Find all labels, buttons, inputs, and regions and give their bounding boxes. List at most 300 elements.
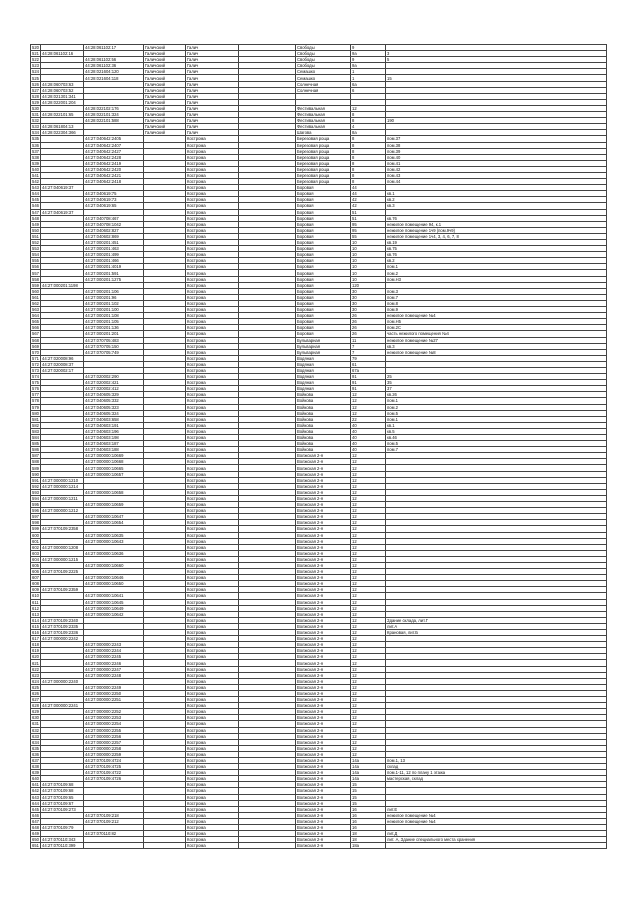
- city-cell: Кострома: [186, 398, 239, 404]
- parcel-cadastral-number-cell: 44:27:000000:1215: [41, 556, 84, 562]
- street-cell: Волжская 2-я: [296, 605, 351, 611]
- house-number-cell: 8: [351, 179, 386, 185]
- object-cadastral-number-cell: 44:27:000000:2248: [84, 672, 144, 678]
- street-cell: Волжская 2-я: [296, 776, 351, 782]
- house-number-cell: 18: [351, 837, 386, 843]
- house-number-cell: 44: [351, 191, 386, 197]
- row-number-cell: 612: [32, 605, 39, 611]
- street-cell: Волжская 2-я: [296, 502, 351, 508]
- street-cell: Боровая: [296, 319, 351, 325]
- street-cell: Волжская 2-я: [296, 721, 351, 727]
- row-number-cell: 523: [32, 63, 39, 69]
- city-cell: Кострома: [186, 782, 239, 788]
- object-cadastral-number-cell: 44:27:040642:2407: [84, 142, 144, 148]
- object-cadastral-number-cell: 44:27:040642:2418: [84, 179, 144, 185]
- object-cadastral-number-cell: 44:27:070705:749: [84, 349, 144, 355]
- house-number-cell: 14а: [351, 757, 386, 763]
- city-cell: Кострома: [186, 465, 239, 471]
- parcel-cadastral-number-cell: 44:27:040619:37: [41, 185, 84, 191]
- premises-note-cell: пом.43: [386, 172, 607, 178]
- city-cell: Кострома: [186, 843, 239, 849]
- object-cadastral-number-cell: 44:27:000000:10635: [84, 532, 144, 538]
- city-cell: Галич: [186, 118, 239, 124]
- city-cell: Кострома: [186, 672, 239, 678]
- street-cell: Боровая: [296, 307, 351, 313]
- object-cadastral-number-cell: 44:28:021604:118: [84, 75, 144, 81]
- house-number-cell: 12: [351, 666, 386, 672]
- street-cell: Боровая: [296, 221, 351, 227]
- object-cadastral-number-cell: 44:27:040619:65: [84, 203, 144, 209]
- parcel-cadastral-number-cell: 44:28:022001:204: [41, 99, 84, 105]
- parcel-cadastral-number-cell: 44:27:000000:2240: [41, 678, 84, 684]
- premises-note-cell: лит. А, Здание специального места хранения: [386, 837, 607, 843]
- object-cadastral-number-cell: 44:27:000201:499: [84, 252, 144, 258]
- house-number-cell: 26: [351, 313, 386, 319]
- city-cell: Кострома: [186, 806, 239, 812]
- house-number-cell: 42: [351, 203, 386, 209]
- premises-note-cell: пом.40: [386, 154, 607, 160]
- street-cell: Фестивальная: [296, 118, 351, 124]
- row-number-cell: 534: [32, 130, 39, 136]
- city-cell: Кострома: [186, 636, 239, 642]
- district-cell: Галичский: [144, 93, 186, 99]
- premises-note-cell: пом.5: [386, 441, 607, 447]
- street-cell: Боровая: [296, 258, 351, 264]
- house-number-cell: 15: [351, 782, 386, 788]
- street-cell: Волжская 2-я: [296, 453, 351, 459]
- street-cell: Свободы: [296, 63, 351, 69]
- city-cell: Кострома: [186, 831, 239, 837]
- object-cadastral-number-cell: 44:28:061102:56: [84, 57, 144, 63]
- object-cadastral-number-cell: 44:28:022101:588: [84, 118, 144, 124]
- city-cell: Кострома: [186, 575, 239, 581]
- object-cadastral-number-cell: 44:28:061102:36: [84, 63, 144, 69]
- street-cell: Свободы: [296, 57, 351, 63]
- city-cell: Кострома: [186, 617, 239, 623]
- row-number-cell: 542: [32, 179, 39, 185]
- premises-note-cell: пом.1: [386, 264, 607, 270]
- city-cell: Кострома: [186, 435, 239, 441]
- street-cell: Волжская 2-я: [296, 666, 351, 672]
- house-number-cell: 10: [351, 240, 386, 246]
- row-number-cell: 549: [32, 221, 39, 227]
- object-cadastral-number-cell: 44:27:040642:2421: [84, 172, 144, 178]
- object-cadastral-number-cell: 44:27:000000:10649: [84, 605, 144, 611]
- house-number-cell: 40: [351, 441, 386, 447]
- premises-note-cell: лит.Д: [386, 831, 607, 837]
- street-cell: Боровая: [296, 233, 351, 239]
- row-number-cell: 604: [32, 556, 39, 562]
- house-number-cell: 12: [351, 593, 386, 599]
- object-cadastral-number-cell: 44:27:000000:2253: [84, 715, 144, 721]
- premises-note-cell: 15: [386, 75, 607, 81]
- object-cadastral-number-cell: 44:27:000000:10646: [84, 575, 144, 581]
- premises-note-cell: кв.46: [386, 435, 607, 441]
- city-cell: Кострома: [186, 648, 239, 654]
- row-number-cell: 629: [32, 709, 39, 715]
- house-number-cell: 12: [351, 727, 386, 733]
- house-number-cell: 120: [351, 282, 386, 288]
- row-number-cell: 572: [32, 361, 39, 367]
- house-number-cell: 12: [351, 105, 386, 111]
- object-cadastral-number-cell: 44:28:022101:324: [84, 112, 144, 118]
- premises-note-cell: пом.1: [386, 416, 607, 422]
- premises-note-cell: 5: [386, 57, 607, 63]
- row-number-cell: 531: [32, 112, 39, 118]
- district-cell: Галичский: [144, 45, 186, 51]
- house-number-cell: 12: [351, 721, 386, 727]
- street-cell: Боровая: [296, 203, 351, 209]
- city-cell: Кострома: [186, 191, 239, 197]
- house-number-cell: 12: [351, 611, 386, 617]
- city-cell: Кострома: [186, 709, 239, 715]
- house-number-cell: 8а: [351, 130, 386, 136]
- house-number-cell: 12: [351, 751, 386, 757]
- row-number-cell: 530: [32, 105, 39, 111]
- district-cell: Галичский: [144, 105, 186, 111]
- city-cell: Кострома: [186, 136, 239, 142]
- city-cell: Кострома: [186, 654, 239, 660]
- house-number-cell: 10: [351, 246, 386, 252]
- row-number-cell: 548: [32, 215, 39, 221]
- house-number-cell: 26: [351, 331, 386, 337]
- city-cell: Кострома: [186, 623, 239, 629]
- row-number-cell: 601: [32, 538, 39, 544]
- house-number-cell: 79: [351, 355, 386, 361]
- street-cell: Боровая: [296, 197, 351, 203]
- house-number-cell: 12: [351, 471, 386, 477]
- row-number-cell: 649: [32, 831, 39, 837]
- house-number-cell: 16: [351, 818, 386, 824]
- row-number-cell: 624: [32, 678, 39, 684]
- parcel-cadastral-number-cell: 44:27:020008:96: [41, 355, 84, 361]
- street-cell: Волжская 2-я: [296, 837, 351, 843]
- premises-note-cell: пом.38: [386, 142, 607, 148]
- parcel-cadastral-number-cell: 44:27:070109:273: [41, 806, 84, 812]
- row-number-cell: 628: [32, 703, 39, 709]
- row-number-cell: 590: [32, 471, 39, 477]
- street-cell: Волжская 2-я: [296, 599, 351, 605]
- premises-note-cell: кв.3: [386, 203, 607, 209]
- city-cell: Кострома: [186, 757, 239, 763]
- house-number-cell: 12: [351, 745, 386, 751]
- street-cell: Волжская 2-я: [296, 818, 351, 824]
- house-number-cell: 16: [351, 825, 386, 831]
- street-cell: Волжская 2-я: [296, 812, 351, 818]
- row-number-cell: 633: [32, 733, 39, 739]
- premises-note-cell: пом.1, 13: [386, 757, 607, 763]
- street-cell: Боровая: [296, 246, 351, 252]
- street-cell: Волжская 2-я: [296, 709, 351, 715]
- street-cell: Волжская 2-я: [296, 520, 351, 526]
- parcel-cadastral-number-cell: 44:27:020002:17: [41, 367, 84, 373]
- city-cell: Кострома: [186, 221, 239, 227]
- city-cell: Кострома: [186, 684, 239, 690]
- street-cell: Бульварная: [296, 349, 351, 355]
- parcel-cadastral-number-cell: 44:27:000000:1211: [41, 495, 84, 501]
- street-cell: Войкова: [296, 404, 351, 410]
- city-cell: Кострома: [186, 538, 239, 544]
- house-number-cell: 12: [351, 532, 386, 538]
- city-cell: Галич: [186, 130, 239, 136]
- premises-note-cell: кв.1: [386, 422, 607, 428]
- city-cell: Кострома: [186, 282, 239, 288]
- row-number-cell: 521: [32, 51, 39, 57]
- object-cadastral-number-cell: 44:28:021604:120: [84, 69, 144, 75]
- city-cell: Кострома: [186, 788, 239, 794]
- row-number-cell: 576: [32, 386, 39, 392]
- street-cell: Фестивальная: [296, 112, 351, 118]
- house-number-cell: 44: [351, 185, 386, 191]
- street-cell: Волжская 2-я: [296, 672, 351, 678]
- house-number-cell: 12: [351, 684, 386, 690]
- city-cell: Кострома: [186, 374, 239, 380]
- row-number-cell: 544: [32, 191, 39, 197]
- street-cell: Водяная: [296, 367, 351, 373]
- city-cell: Кострома: [186, 319, 239, 325]
- parcel-cadastral-number-cell: 44:28:021301:341: [41, 93, 84, 99]
- house-number-cell: 12: [351, 538, 386, 544]
- house-number-cell: 7: [351, 349, 386, 355]
- city-cell: Кострома: [186, 630, 239, 636]
- house-number-cell: 12: [351, 392, 386, 398]
- street-cell: Волжская 2-я: [296, 483, 351, 489]
- street-cell: Боровая: [296, 331, 351, 337]
- row-number-cell: 645: [32, 806, 39, 812]
- object-cadastral-number-cell: 44:27:040605:324: [84, 410, 144, 416]
- object-cadastral-number-cell: 44:27:000000:10647: [84, 514, 144, 520]
- parcel-cadastral-number-cell: 44:27:070109:68: [41, 788, 84, 794]
- house-number-cell: 40: [351, 435, 386, 441]
- city-cell: Кострома: [186, 489, 239, 495]
- district-cell: Галичский: [144, 69, 186, 75]
- city-cell: Кострома: [186, 233, 239, 239]
- house-number-cell: 12: [351, 660, 386, 666]
- row-number-cell: 627: [32, 697, 39, 703]
- row-number-cell: 522: [32, 57, 39, 63]
- street-cell: Волжская 2-я: [296, 697, 351, 703]
- street-cell: Бульварная: [296, 337, 351, 343]
- parcel-cadastral-number-cell: 44:27:000000:1208: [41, 544, 84, 550]
- parcel-cadastral-number-cell: 44:27:000000:2241: [41, 703, 84, 709]
- house-number-cell: 9а: [351, 63, 386, 69]
- object-cadastral-number-cell: 44:27:040708:467: [84, 215, 144, 221]
- city-cell: Кострома: [186, 593, 239, 599]
- city-cell: Кострома: [186, 355, 239, 361]
- object-cadastral-number-cell: 44:27:000000:2258: [84, 745, 144, 751]
- house-number-cell: 7: [351, 343, 386, 349]
- house-number-cell: 18: [351, 831, 386, 837]
- street-cell: Волжская 2-я: [296, 611, 351, 617]
- street-cell: Волжская 2-я: [296, 459, 351, 465]
- object-cadastral-number-cell: 44:27:000000:2250: [84, 690, 144, 696]
- street-cell: Боровая: [296, 270, 351, 276]
- city-cell: Кострома: [186, 745, 239, 751]
- row-number-cell: 589: [32, 465, 39, 471]
- registry-sheet: [30, 44, 606, 849]
- parcel-cadastral-number-cell: 44:27:070109:2358: [41, 526, 84, 532]
- premises-note-cell: 3: [386, 51, 607, 57]
- city-cell: Кострома: [186, 703, 239, 709]
- city-cell: Галич: [186, 105, 239, 111]
- object-cadastral-number-cell: 44:27:000000:10668: [84, 459, 144, 465]
- city-cell: Кострома: [186, 422, 239, 428]
- street-cell: Войкова: [296, 410, 351, 416]
- object-cadastral-number-cell: 44:27:040603:196: [84, 428, 144, 434]
- parcel-cadastral-number-cell: 44:27:000000:1210: [41, 477, 84, 483]
- street-cell: Волжская 2-я: [296, 538, 351, 544]
- premises-note-cell: нежилое помещение 94, к.1: [386, 221, 607, 227]
- street-cell: Войкова: [296, 441, 351, 447]
- city-cell: Кострома: [186, 203, 239, 209]
- row-number-cell: 640: [32, 776, 39, 782]
- row-number-cell: 540: [32, 166, 39, 172]
- object-cadastral-number-cell: 44:27:040602:869: [84, 233, 144, 239]
- object-cadastral-number-cell: 44:27:000000:2255: [84, 727, 144, 733]
- street-cell: Волжская 2-я: [296, 489, 351, 495]
- object-cadastral-number-cell: 44:27:070705:483: [84, 337, 144, 343]
- house-number-cell: 26: [351, 325, 386, 331]
- street-cell: Волжская 2-я: [296, 727, 351, 733]
- street-cell: Водяная: [296, 361, 351, 367]
- street-cell: Волжская 2-я: [296, 623, 351, 629]
- premises-note-cell: пом.2: [386, 404, 607, 410]
- street-cell: Войкова: [296, 428, 351, 434]
- object-cadastral-number-cell: 44:27:040605:323: [84, 404, 144, 410]
- premises-note-cell: кв.5: [386, 428, 607, 434]
- city-cell: Кострома: [186, 154, 239, 160]
- house-number-cell: 30: [351, 288, 386, 294]
- house-number-cell: 12: [351, 715, 386, 721]
- row-number-cell: 592: [32, 483, 39, 489]
- street-cell: Солнечная: [296, 81, 351, 87]
- street-cell: Волжская 2-я: [296, 684, 351, 690]
- row-number-cell: 570: [32, 349, 39, 355]
- row-number-cell: 651: [32, 843, 39, 849]
- house-number-cell: 11: [351, 337, 386, 343]
- city-cell: Кострома: [186, 428, 239, 434]
- object-cadastral-number-cell: 44:27:000201:105: [84, 319, 144, 325]
- row-number-cell: 634: [32, 739, 39, 745]
- object-cadastral-number-cell: 44:27:040603:188: [84, 447, 144, 453]
- parcel-cadastral-number-cell: 44:27:070109:2225: [41, 569, 84, 575]
- street-cell: Водяная: [296, 355, 351, 361]
- row-number-cell: 588: [32, 459, 39, 465]
- row-number-cell: 619: [32, 648, 39, 654]
- row-number-cell: 641: [32, 782, 39, 788]
- premises-note-cell: пом.7: [386, 294, 607, 300]
- house-number-cell: 12: [351, 453, 386, 459]
- table-row: [31, 843, 607, 849]
- house-number-cell: 10: [351, 252, 386, 258]
- object-cadastral-number-cell: 44:27:040642:2427: [84, 148, 144, 154]
- row-number-cell: 552: [32, 240, 39, 246]
- row-number-cell: 639: [32, 770, 39, 776]
- object-cadastral-number-cell: 44:27:070109:212: [84, 818, 144, 824]
- object-cadastral-number-cell: [84, 843, 144, 849]
- city-cell: Кострома: [186, 520, 239, 526]
- city-cell: Кострома: [186, 288, 239, 294]
- house-number-cell: 8: [351, 136, 386, 142]
- house-number-cell: 15: [351, 788, 386, 794]
- premises-note-cell: пом.44: [386, 179, 607, 185]
- house-number-cell: 10: [351, 276, 386, 282]
- premises-note-cell: кв.76: [386, 215, 607, 221]
- city-cell: Кострома: [186, 142, 239, 148]
- row-number-cell: 528: [32, 93, 39, 99]
- city-cell: Кострома: [186, 337, 239, 343]
- city-cell: Кострома: [186, 331, 239, 337]
- object-cadastral-number-cell: 44:27:000201:201: [84, 331, 144, 337]
- parcel-cadastral-number-cell: 44:27:000000:1214: [41, 483, 84, 489]
- row-number-cell: 585: [32, 441, 39, 447]
- city-cell: Кострома: [186, 447, 239, 453]
- city-cell: Кострома: [186, 343, 239, 349]
- house-number-cell: 12: [351, 642, 386, 648]
- parcel-cadastral-number-cell: 44:27:070109:65: [41, 794, 84, 800]
- row-number-cell: 593: [32, 489, 39, 495]
- street-cell: Шагова: [296, 130, 351, 136]
- house-number-cell: 6а: [351, 81, 386, 87]
- street-cell: Волжская 2-я: [296, 550, 351, 556]
- row-number-cell: 532: [32, 118, 39, 124]
- city-cell: Кострома: [186, 587, 239, 593]
- house-number-cell: 9: [351, 45, 386, 51]
- street-cell: Волжская 2-я: [296, 751, 351, 757]
- object-cadastral-number-cell: 44:27:000000:10650: [84, 581, 144, 587]
- house-number-cell: 95: [351, 227, 386, 233]
- premises-note-cell: кв.2: [386, 197, 607, 203]
- house-number-cell: 12: [351, 562, 386, 568]
- premises-note-cell: пом.Н5: [386, 319, 607, 325]
- house-number-cell: 8: [351, 172, 386, 178]
- parcel-cadastral-number-cell: 44:27:070109:2336: [41, 630, 84, 636]
- row-number-cell: 600: [32, 532, 39, 538]
- house-number-cell: 12: [351, 739, 386, 745]
- row-number-cell: 577: [32, 392, 39, 398]
- house-number-cell: 30: [351, 307, 386, 313]
- street-cell: Боровая: [296, 282, 351, 288]
- object-cadastral-number-cell: 44:27:000000:10658: [84, 489, 144, 495]
- city-cell: Кострома: [186, 252, 239, 258]
- street-cell: Волжская 2-я: [296, 544, 351, 550]
- street-cell: Волжская 2-я: [296, 800, 351, 806]
- premises-note-cell: Здание склада, лит.Г: [386, 617, 607, 623]
- row-number-cell: 566: [32, 325, 39, 331]
- house-number-cell: 12: [351, 672, 386, 678]
- house-number-cell: 12: [351, 690, 386, 696]
- object-cadastral-number-cell: 44:27:000201:96: [84, 294, 144, 300]
- row-number-cell: 632: [32, 727, 39, 733]
- street-cell: Фестивальная: [296, 124, 351, 130]
- house-number-cell: 9а: [351, 51, 386, 57]
- object-cadastral-number-cell: 44:27:070705:150: [84, 343, 144, 349]
- row-number-cell: 625: [32, 684, 39, 690]
- row-number-cell: 616: [32, 630, 39, 636]
- house-number-cell: 12: [351, 636, 386, 642]
- row-number-cell: 561: [32, 294, 39, 300]
- city-cell: Галич: [186, 124, 239, 130]
- row-number-cell: 578: [32, 398, 39, 404]
- premises-note-cell: нежилое помещение №4: [386, 812, 607, 818]
- premises-note-cell: пом.1: [386, 398, 607, 404]
- row-number-cell: 526: [32, 81, 39, 87]
- city-cell: Кострома: [186, 416, 239, 422]
- row-number-cell: 581: [32, 416, 39, 422]
- row-number-cell: 546: [32, 203, 39, 209]
- street-cell: Семашко: [296, 75, 351, 81]
- row-number-cell: 638: [32, 764, 39, 770]
